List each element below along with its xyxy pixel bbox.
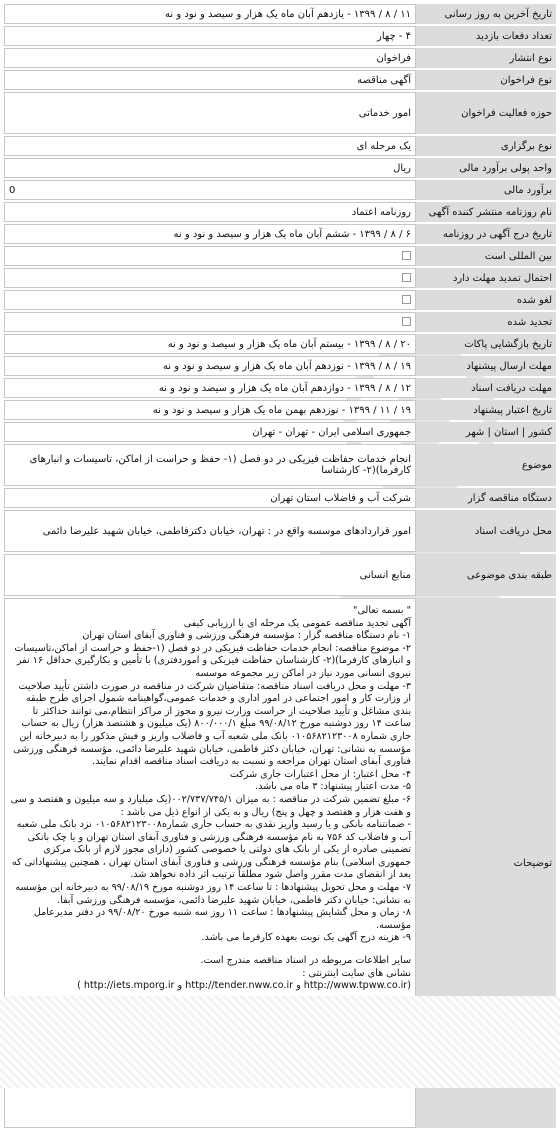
value-publish-type: فراخوان xyxy=(4,48,416,68)
description-more-info: سایر اطلاعات مربوطه در اسناد مناقصه مندرج است. xyxy=(200,955,411,967)
description-urls[interactable]: ( http://iets.mporg.ir و http://tender.nww.co.ir و http://www.tpww.co.ir) xyxy=(77,980,411,992)
label-ad-date: تاریخ درج آگهی در روزنامه xyxy=(416,224,556,244)
row-ad-date xyxy=(4,224,556,244)
label-call-type: نوع فراخوان xyxy=(416,70,556,90)
footer-stripes xyxy=(0,996,560,1088)
renewed-checkbox[interactable] xyxy=(402,317,411,326)
row-call-type xyxy=(4,70,556,90)
label-activity-area: حوزه فعالیت فراخوان xyxy=(416,92,556,134)
label-opening-date: تاریخ بازگشایی پاکات xyxy=(416,334,556,354)
description-sites-line: نشانی های سایت اینترنتی : xyxy=(302,967,411,979)
value-newspaper: روزنامه اعتماد xyxy=(4,202,416,222)
value-doc-deadline: ۱۲ / ۸ / ۱۳۹۹ - دوازدهم آبان ماه یک هزار و سیصد و نود و نه xyxy=(4,378,416,398)
label-cancelled: لغو شده xyxy=(416,290,556,310)
value-opening-date: ۲۰ / ۸ / ۱۳۹۹ - بیستم آبان ماه یک هزار و سیصد و نود و نه xyxy=(4,334,416,354)
label-visit-count: تعداد دفعات بازدید xyxy=(416,26,556,46)
label-validity-date: تاریخ اعتبار پیشنهاد xyxy=(416,400,556,420)
row-international xyxy=(4,246,556,266)
label-submit-deadline: مهلت ارسال پیشنهاد xyxy=(416,356,556,376)
international-checkbox[interactable] xyxy=(402,251,411,260)
label-doc-location: محل دریافت اسناد xyxy=(416,510,556,552)
value-international xyxy=(4,246,416,266)
value-currency: ریال xyxy=(4,158,416,178)
label-doc-deadline: مهلت دریافت اسناد xyxy=(416,378,556,398)
row-last-update xyxy=(4,4,556,24)
label-subject: موضوع xyxy=(416,444,556,486)
row-submit-deadline xyxy=(4,356,556,376)
row-newspaper xyxy=(4,202,556,222)
value-organizer: شرکت آب و فاضلاب استان تهران xyxy=(4,488,416,508)
value-renewed xyxy=(4,312,416,332)
extension-checkbox[interactable] xyxy=(402,273,411,282)
row-holding-type xyxy=(4,136,556,156)
tender-info-table xyxy=(4,2,556,1130)
value-topic-class: منابع انسانی xyxy=(4,554,416,596)
row-renewed xyxy=(4,312,556,332)
row-doc-location xyxy=(4,510,556,552)
label-last-update: تاریخ آخرین به روز رسانی xyxy=(416,4,556,24)
value-extension xyxy=(4,268,416,288)
label-description: توضیحات xyxy=(416,598,556,1128)
row-organizer xyxy=(4,488,556,508)
row-doc-deadline xyxy=(4,378,556,398)
value-subject: انجام خدمات حفاظت فیزیکی در دو فصل (۱- حفظ و حراست از اماکن، تاسیسات و انبارهای کارفرما)(۲- کارشناسا xyxy=(4,444,416,486)
row-extension xyxy=(4,268,556,288)
value-last-update: ۱۱ / ۸ / ۱۳۹۹ - یازدهم آبان ماه یک هزار و سیصد و نود و نه xyxy=(4,4,416,24)
row-topic-class xyxy=(4,554,556,596)
row-opening-date xyxy=(4,334,556,354)
label-publish-type: نوع انتشار xyxy=(416,48,556,68)
label-topic-class: طبقه بندی موضوعی xyxy=(416,554,556,596)
label-location: کشور | استان | شهر xyxy=(416,422,556,442)
value-visit-count: ۴ - چهار xyxy=(4,26,416,46)
value-doc-location: امور قراردادهای موسسه واقع در : تهران، خیابان دکترفاطمی، خیابان شهید علیرضا دائمی xyxy=(4,510,416,552)
value-cancelled xyxy=(4,290,416,310)
value-holding-type: یک مرحله ای xyxy=(4,136,416,156)
row-publish-type xyxy=(4,48,556,68)
label-currency: واحد پولی برآورد مالی xyxy=(416,158,556,178)
label-newspaper: نام روزنامه منتشر کننده آگهی xyxy=(416,202,556,222)
value-call-type: آگهی مناقصه xyxy=(4,70,416,90)
value-estimate: 0 xyxy=(4,180,416,200)
value-ad-date: ۶ / ۸ / ۱۳۹۹ - ششم آبان ماه یک هزار و سیصد و نود و نه xyxy=(4,224,416,244)
row-location xyxy=(4,422,556,442)
label-renewed: تجدید شده xyxy=(416,312,556,332)
value-activity-area: امور خدماتی xyxy=(4,92,416,134)
row-activity-area xyxy=(4,92,556,134)
label-extension: احتمال تمدید مهلت دارد xyxy=(416,268,556,288)
value-location: جمهوری اسلامی ایران - تهران - تهران xyxy=(4,422,416,442)
label-estimate: برآورد مالی xyxy=(416,180,556,200)
row-cancelled xyxy=(4,290,556,310)
label-organizer: دستگاه مناقصه گزار xyxy=(416,488,556,508)
label-holding-type: نوع برگزاری xyxy=(416,136,556,156)
value-validity-date: ۱۹ / ۱۱ / ۱۳۹۹ - نوزدهم بهمن ماه یک هزار و سیصد و نود و نه xyxy=(4,400,416,420)
value-submit-deadline: ۱۹ / ۸ / ۱۳۹۹ - نوزدهم آبان ماه یک هزار و سیصد و نود و نه xyxy=(4,356,416,376)
row-estimate xyxy=(4,180,556,200)
row-visit-count xyxy=(4,26,556,46)
row-subject xyxy=(4,444,556,486)
description-text: " بسمه تعالی" آگهی تجدید مناقصه عمومی یک مرحله ای با ارزیابی کیفی ۱- نام دستگاه مناقصه گزار : مؤسسه فرهنگی ورزشی و فناوری آبفای استان تهران ۲- موضوع مناقصه: انجام خدمات حفاظت فیزیکی در دو فصل (۱-حفظ و حراست از اماکن،تاسیسات و انبارهای کارفرما)(۲- کارشناسان حفاظت فیزیکی و اموردفتری) با تأمین و بکارگیری حداقل ۱۶ نفر نیروی انسانی مورد نیاز در اماکن زیر مجموعه موسسه ۳- مهلت و محل دریافت اسناد مناقصه: متقاضیان شرکت در مناقصه در صورت داشتن تأیید صلاحیت از وزارت کار و امور اجتماعی در امور اداری و خدمات عمومی،گواهینامه شمول اجرای طرح طبقه بندی مشاغل و تأیید صلاحیت از حراست وزارت نیرو و مجوز از مراکز انتظام،می توانند حداکثر تا ساعت ۱۴ روز دوشنبه مورخ ۹۹/۰۸/۱۲ مبلغ ۸۰۰/۰۰۰/۱ (یک میلیون و هشتصد هزار) ریال به حساب جاری شماره ۰۱۰۵۶۸۲۱۲۳۰۰۸ بانک ملی شعبه آب و فاضلاب واریز و فیش مذکور را به دبیرخانه این مؤسسه به نشانی: تهران، خیابان دکتر فاطمی، خیابان شهید علیرضا دائمی، مؤسسه فرهنگی ورزشی فناوری آبفای استان تهران مراجعه و نسبت به دریافت اسناد مناقصه اقدام نمایند. ۴- محل اعتبار: از محل اعتبارات جاری شرکت ۵- مدت اعتبار پیشنهاد: ۳ ماه می باشد. ۶- مبلغ تضمین شرکت در مناقصه : به میزان ۰۰۲/۷۳۷/۷۴۵/۱(یک میلیارد و سه میلیون و هفتصد و سی و هفت هزار و هفتصد و چهل و پنج) ریال و به یکی از انواع ذیل می باشد : - ضمانتنامه بانکی و یا رسید واریز نقدی به حساب جاری شماره۰۱۰۵۶۸۲۱۲۳۰۰۸ نزد بانک ملی شعبه آب و فاضلاب کد ۷۵۶ به نام مؤسسه فرهنگی ورزشی و فناوری آبفای استان تهران و یا چک بانکی تضمینی صادره از یکی از بانک های دولتی یا خصوصی کشور (دارای مجوز لازم از بانک مرکزی جمهوری اسلامی) بنام مؤسسه فرهنگی ورزشی و فناوری آبفای استان تهران ، همچنین پیشنهاداتی که بعد از انقضای مدت مقرر واصل شود مطلقاً ترتیب اثر داده نخواهد شد. ۷- مهلت و محل تحویل پیشنهادها : تا ساعت ۱۴ روز دوشنبه مورخ ۹۹/۰۸/۱۹ به دبیرخانه این مؤسسه به نشانی: خیابان دکتر فاطمی، خیابان شهید علیرضا دائمی، مؤسسه فرهنگی ورزشی آبفا. ۸- زمان و محل گشایش پیشنهادها : ساعت ۱۱ روز سه شنبه مورخ ۹۹/۰۸/۲۰ در دفتر مدیرعامل مؤسسه. ۹- هزینه درج آگهی یک نوبت بعهده کارفرما می باشد. xyxy=(10,605,411,944)
row-currency xyxy=(4,158,556,178)
label-international: بین المللی است xyxy=(416,246,556,266)
row-validity-date xyxy=(4,400,556,420)
cancelled-checkbox[interactable] xyxy=(402,295,411,304)
